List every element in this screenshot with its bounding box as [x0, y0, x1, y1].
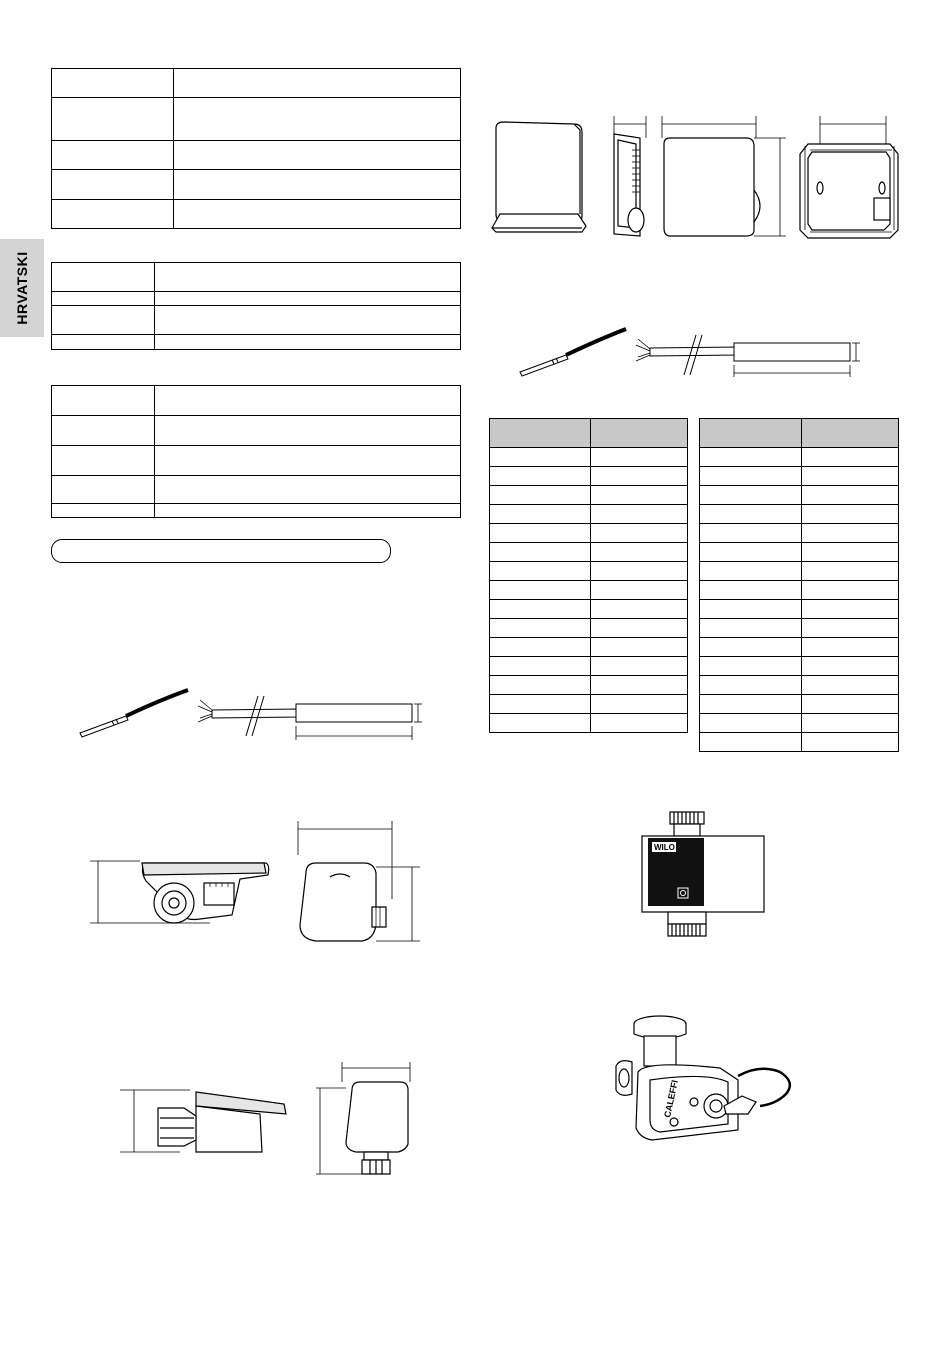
- cable-sensor-right: [520, 325, 860, 380]
- language-tab-label: HRVATSKI: [14, 251, 30, 325]
- table-cell: [155, 292, 461, 306]
- room-thermostat-views: [490, 110, 910, 245]
- table-cell: [52, 335, 155, 350]
- table-cell: [52, 200, 174, 229]
- table-cell: [174, 141, 461, 170]
- cable-sensor-left: [80, 688, 425, 743]
- table-cell: [174, 98, 461, 141]
- table-cell: [52, 416, 155, 446]
- wilo-pump: [640, 808, 770, 938]
- caleffi-valve: [610, 1010, 800, 1145]
- table-cell: [155, 263, 461, 292]
- table-cell: [52, 292, 155, 306]
- table-cell: [155, 335, 461, 350]
- table-cell: [52, 263, 155, 292]
- resistance-table-right: [699, 418, 899, 752]
- table-cell: [52, 386, 155, 416]
- surface-sensor-views: [80, 815, 430, 945]
- table-cell: [52, 446, 155, 476]
- table-cell: [174, 200, 461, 229]
- outdoor-sensor-views: [120, 1060, 420, 1180]
- table-cell: [155, 476, 461, 504]
- column-header: [700, 419, 802, 448]
- table-cell: [174, 170, 461, 200]
- table-cell: [155, 386, 461, 416]
- section-heading-box: [51, 539, 391, 563]
- table-cell: [52, 504, 155, 518]
- table-cell: [155, 504, 461, 518]
- table-cell: [155, 446, 461, 476]
- table-cell: [174, 69, 461, 98]
- wilo-logo-text: WILO: [654, 843, 675, 852]
- table-cell: [52, 98, 174, 141]
- table-cell: [155, 306, 461, 335]
- column-header: [802, 419, 899, 448]
- column-header: [591, 419, 688, 448]
- table-cell: [52, 476, 155, 504]
- spec-table-1: [51, 68, 461, 229]
- table-cell: [155, 416, 461, 446]
- table-cell: [52, 141, 174, 170]
- resistance-table-left: [489, 418, 688, 733]
- caleffi-logo-text: CALEFFI: [662, 1079, 680, 1119]
- column-header: [490, 419, 591, 448]
- spec-table-2: [51, 262, 461, 350]
- table-cell: [52, 69, 174, 98]
- language-tab: [0, 239, 44, 337]
- spec-table-3: [51, 385, 461, 518]
- table-cell: [52, 170, 174, 200]
- table-cell: [52, 306, 155, 335]
